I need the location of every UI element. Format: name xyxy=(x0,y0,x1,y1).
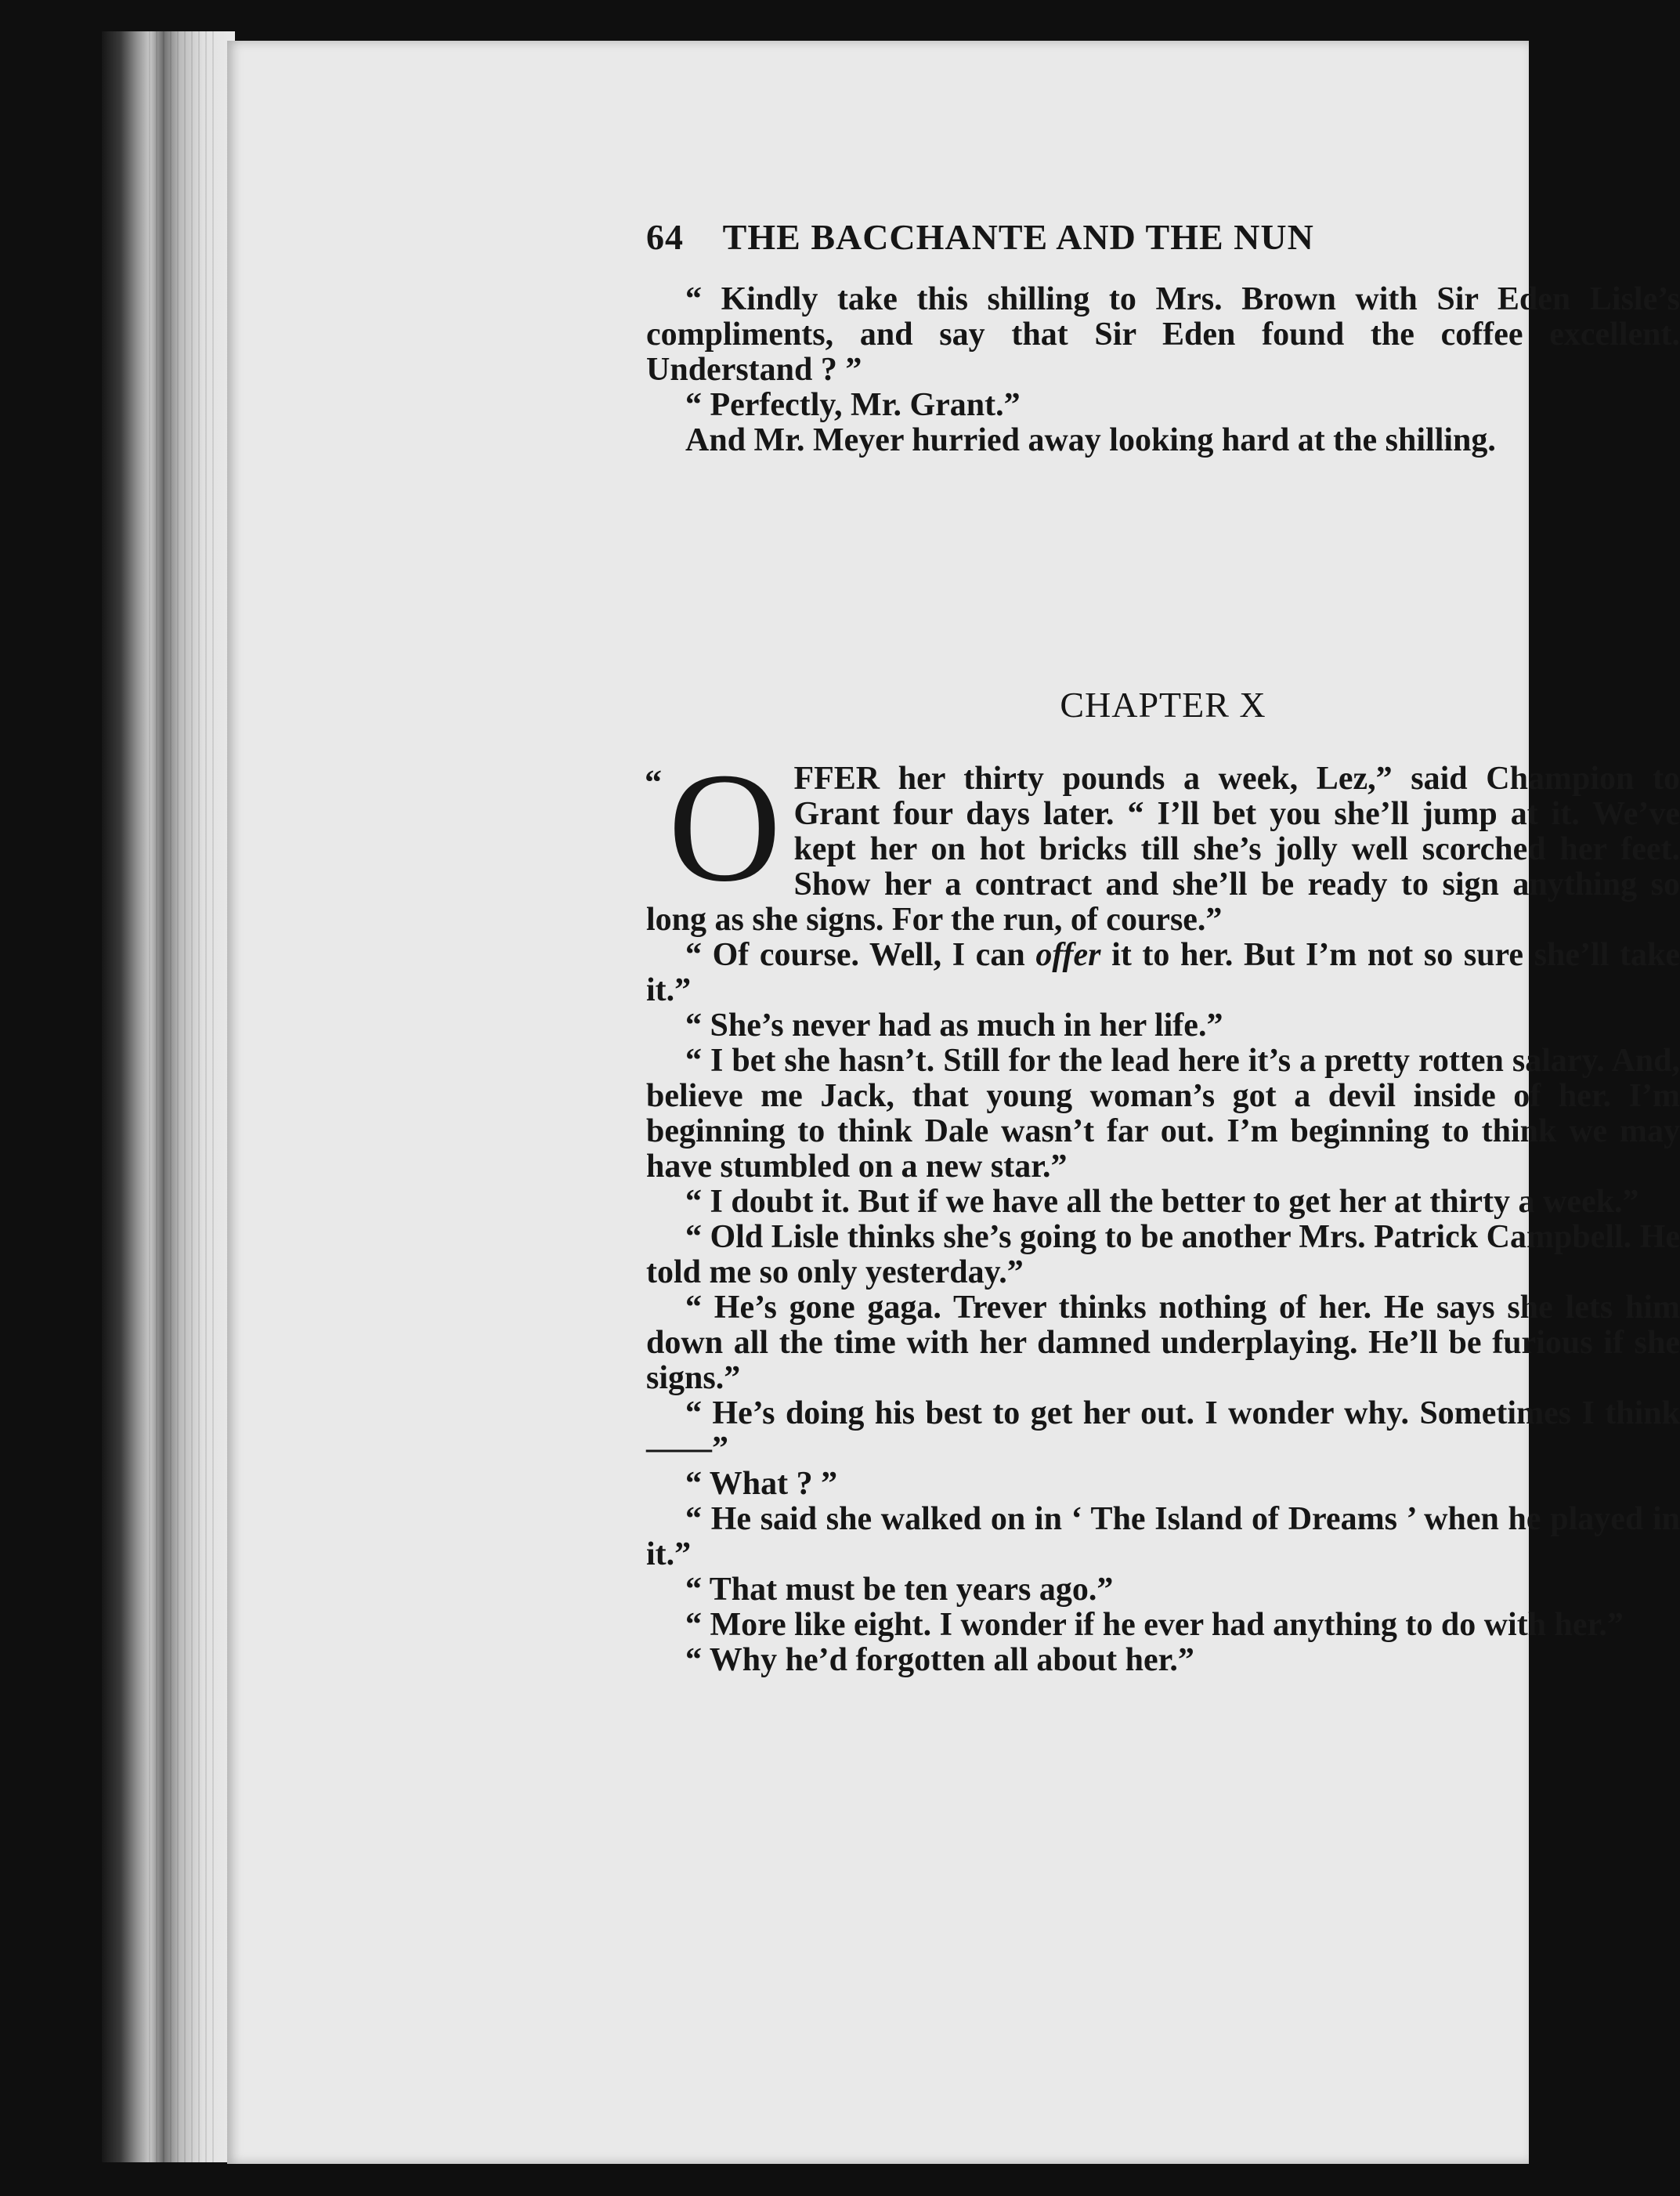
drop-cap: O xyxy=(668,741,782,914)
paragraph: “ Kindly take this shilling to Mrs. Brown with Sir Eden Lisle’s compliments, and say that Sir Eden found the coffee excellent. Understand ? ” xyxy=(646,281,1680,388)
chapter-heading: CHAPTER X xyxy=(1060,685,1266,725)
paragraph: “ I doubt it. But if we have all the better to get her at thirty a week.” xyxy=(685,1184,1639,1220)
paragraph: “ Old Lisle thinks she’s going to be another Mrs. Patrick Campbell. He told me so only yesterday.” xyxy=(646,1219,1680,1290)
paragraph-text: it to her. But I’m not so sure she’ll take it.” xyxy=(646,937,1680,1008)
paragraph: “ Why he’d forgotten all about her.” xyxy=(685,1642,1194,1678)
opening-quote-mark: “ xyxy=(645,763,662,801)
book-page xyxy=(227,41,1680,2164)
paragraph: “ He’s gone gaga. Trever thinks nothing of her. He says she lets him down all the time with her damned underplaying. He’ll be furious if she signs.” xyxy=(646,1290,1680,1396)
paragraph xyxy=(646,938,1680,1008)
running-title: THE BACCHANTE AND THE NUN xyxy=(722,217,1314,257)
paragraph: “ He said she walked on in ‘ The Island of Dreams ’ when he played in it.” xyxy=(646,1501,1680,1572)
opening-text: FFER her thirty pounds a week, Lez,” said Champion to Grant four days later. “ I’ll bet you she’ll jump at it. We’ve kept her on hot bricks till she’s jolly well scorched her feet. Show her a contract and she’ll be ready to sign anything so long as she signs. For the run, of course.” xyxy=(646,761,1680,938)
paragraph: “ That must be ten years ago.” xyxy=(685,1572,1114,1608)
paragraph: “ What ? ” xyxy=(685,1466,838,1502)
chapter-body xyxy=(645,741,1680,1678)
running-header xyxy=(646,219,1508,255)
paragraph: “ He’s doing his best to get her out. I wonder why. Sometimes I think——” xyxy=(646,1395,1680,1467)
paragraph: “ Perfectly, Mr. Grant.” xyxy=(685,387,1021,423)
paragraph: “ More like eight. I wonder if he ever had anything to do with her.” xyxy=(685,1607,1624,1643)
paragraph: And Mr. Meyer hurried away looking hard at the shilling. xyxy=(685,422,1496,458)
emphasized-word: offer xyxy=(1035,937,1101,973)
page-number: 64 xyxy=(646,217,684,257)
binding-edge-texture xyxy=(149,31,219,2162)
opening-paragraph xyxy=(645,741,1680,938)
previous-chapter-ending xyxy=(646,282,1680,458)
paragraph-text: “ Of course. Well, I can xyxy=(685,937,1036,973)
paragraph: “ I bet she hasn’t. Still for the lead here it’s a pretty rotten salary. And, believe me Jack, that young woman’s got a devil inside of her. I’m beginning to think Dale wasn’t far out. I’m beginning to think we may have stumbled on a new star.” xyxy=(646,1043,1680,1185)
paragraph: “ She’s never had as much in her life.” xyxy=(685,1008,1223,1044)
